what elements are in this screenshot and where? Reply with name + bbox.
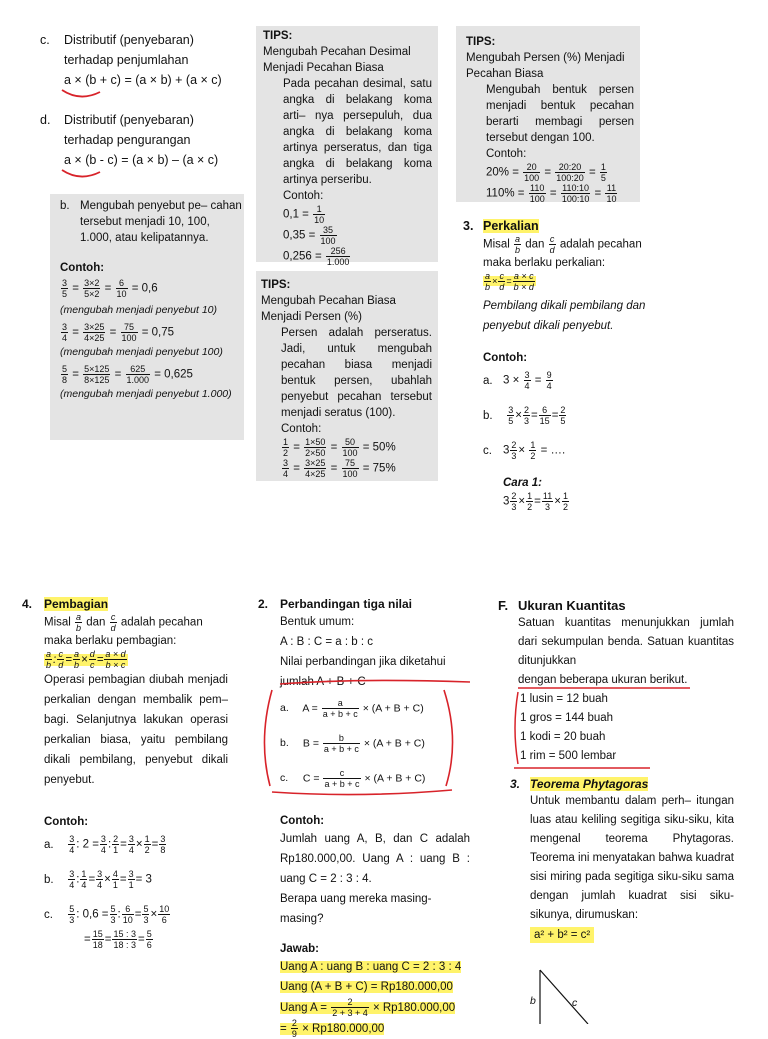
formula-row: b. B = $\frac{b}{a + b + c}$ × (A + B + C): [280, 733, 425, 754]
example-row: $\frac{5}{8}$ = $\frac{5\times 125}{8\times 125}$ = $\frac{625}{1.000}$ = 0,625: [62, 364, 193, 385]
text-line: jumlah A + B + C: [280, 676, 366, 688]
result: = 0,6: [131, 282, 158, 295]
rule-note: Pembilang dikali pembilang dan penyebut dikali penyebut.: [483, 300, 646, 332]
formula-lhs: C =: [302, 772, 320, 785]
section-number: F.: [498, 598, 509, 613]
example-row: c. $\frac{5}{3}$ : 0,6 = $\frac{5}{3}$ : $\frac{6}{10}$ = $\frac{5}{3}$ × $\frac{10}{6}$: [44, 904, 170, 925]
side-label-c: c: [572, 997, 578, 1009]
item-label: a.: [483, 374, 493, 387]
contoh-heading: Contoh:: [483, 352, 528, 364]
result: = 50%: [362, 441, 396, 454]
formula-lhs: B =: [302, 737, 319, 750]
section-body: Untuk membantu dalam perh– itungan luas atau keliling segitiga siku-siku, kita mengenal teorema Phytagoras. Teorema ini menyatakan bahwa kuadrat sisi miring pada segitiga siku-siku sama dengan jumlah kuadrat sisi siku-sikunya, dirumuskan:: [530, 795, 734, 921]
formula-lhs: A =: [302, 702, 318, 715]
answer-line: Uang A = $\frac{2}{2 + 3 + 4}$ × Rp180.000,00: [280, 997, 456, 1018]
tips-title: TIPS:: [466, 36, 496, 48]
section-title: Pembagian: [44, 597, 109, 611]
pythagoras-section: [510, 776, 734, 943]
intro-line: maka berlaku pembagian:: [44, 635, 177, 647]
rule-formula: $\frac{a}{b}$ : $\frac{c}{d}$ = $\frac{a}{b}$ × $\frac{d}{c}$ = $\frac{a \times d}{b \times c}$: [46, 649, 126, 670]
item-label: b.: [483, 409, 493, 422]
item-label: c.: [40, 33, 50, 47]
answer-line: = $\frac{2}{9}$ × Rp180.000,00: [280, 1018, 385, 1039]
example-row: a. 3 × $\frac{3}{4}$ = $\frac{9}{4}$: [483, 370, 552, 391]
example-note: (mengubah menjadi penyebut 10): [60, 304, 218, 316]
item-title: Distributif (penyebaran): [64, 113, 194, 127]
example-lhs: 110% =: [486, 187, 525, 200]
decimal-conversion-box: [50, 194, 244, 440]
section-number: 4.: [22, 597, 33, 611]
item-label: c.: [483, 444, 492, 457]
item-label: c.: [44, 908, 53, 921]
cara-heading: Cara 1:: [503, 477, 542, 489]
text: dan: [86, 616, 106, 629]
result: = 0,625: [154, 368, 193, 381]
example-row: 0,256 = $\frac{256}{1.000}$: [283, 246, 350, 267]
ratio-formula: A : B : C = a : b : c: [280, 636, 373, 648]
formula-row: a. A = $\frac{a}{a + b + c}$ × (A + B + C): [280, 698, 424, 719]
tips-title: TIPS:: [261, 279, 291, 291]
example-note: (mengubah menjadi penyebut 1.000): [60, 388, 232, 400]
formula-rhs: × (A + B + C): [364, 772, 426, 785]
example-row: 0,35 = $\frac{35}{100}$: [283, 225, 336, 246]
rule-formula: $\frac{a}{b}$ × $\frac{c}{d}$ = $\frac{a \times c}{b \times d}$: [485, 271, 534, 292]
example-row: 110% = $\frac{110}{100}$ = $\frac{110:10}{100:10}$ = $\frac{11}{10}$: [486, 183, 617, 204]
example-lhs: 0,256 =: [283, 250, 322, 263]
problem-question: Berapa uang mereka masing-masing?: [280, 893, 432, 925]
section-number: 3.: [510, 777, 521, 791]
contoh-heading: Contoh:: [281, 423, 322, 435]
item-label: a.: [44, 838, 54, 851]
formula: a² + b² = c²: [530, 927, 594, 943]
tips-fraction-percent-box: [256, 271, 438, 481]
example-row: c. 3 $\frac{2}{3}$ × $\frac{1}{2}$ = ….: [483, 440, 566, 461]
item-label: b.: [280, 737, 289, 750]
tips-decimal-box: [256, 26, 438, 267]
answer-text: × Rp180.000,00: [372, 1001, 456, 1014]
example-row: 0,1 = $\frac{1}{10}$: [283, 204, 325, 225]
tips-body: Mengubah bentuk persen menjadi bentuk pecahan berarti membagi persen tersebut dengan 100.: [486, 84, 634, 144]
item-title: Distributif (penyebaran): [64, 33, 194, 47]
example-lhs: 0,1 =: [283, 208, 309, 221]
tips-subtitle: Mengubah Pecahan Biasa Menjadi Persen (%): [261, 295, 396, 323]
example-row: b. $\frac{3}{4}$ : $\frac{1}{4}$ = $\frac{3}{4}$ × $\frac{4}{1}$ = $\frac{3}{1}$ = 3: [44, 869, 152, 890]
perkalian-section: [463, 218, 681, 512]
answer-text: Uang A : uang B : uang C = 2 : 3 : 4: [280, 961, 462, 973]
item-subtitle: terhadap penjumlahan: [64, 53, 189, 67]
example-lhs: 0,35 =: [283, 229, 316, 242]
right-triangle-figure: [528, 968, 608, 1024]
contoh-heading: Contoh:: [44, 816, 89, 828]
perbandingan-section: [258, 596, 470, 1039]
section-title: Teorema Phytagoras: [530, 777, 649, 791]
formula-line: [510, 927, 734, 943]
answer-text: Uang (A + B + C) = Rp180.000,00: [280, 981, 453, 993]
section-title: Perkalian: [483, 219, 539, 233]
formula-rhs: × (A + B + C): [362, 702, 424, 715]
text: adalah pecahan: [120, 616, 203, 629]
text: = ….: [540, 444, 566, 457]
example-row: $\frac{3}{4}$ = $\frac{3\times 25}{4\times 25}$ = $\frac{75}{100}$ = 75%: [283, 458, 396, 479]
tips-title: TIPS:: [263, 30, 293, 42]
example-note: (mengubah menjadi penyebut 100): [60, 346, 223, 358]
example-lhs: 20% =: [486, 166, 519, 179]
example-row: b. $\frac{3}{5}$ × $\frac{2}{3}$ = $\frac{6}{15}$ = $\frac{2}{5}$: [483, 405, 566, 426]
text-line: Bentuk umum:: [280, 616, 355, 628]
example-row: $\frac{3}{5}$ = $\frac{3\times 2}{5\times 2}$ = $\frac{6}{10}$ = 0,6: [62, 278, 158, 299]
intro-line: Misal $\frac{a}{b}$ dan $\frac{c}{d}$ adalah pecahan: [44, 612, 203, 633]
pembagian-section: [22, 596, 228, 950]
item-label: b.: [60, 200, 70, 212]
pen-underline-arc: [62, 90, 100, 97]
item-label: d.: [40, 113, 51, 127]
text-line: Nilai perbandingan jika diketahui: [280, 656, 446, 668]
intro-line: maka berlaku perkalian:: [483, 257, 606, 269]
ukuran-section: [498, 598, 734, 766]
formula: a × (b + c) = (a × b) + (a × c): [64, 73, 222, 87]
example-row: 3 $\frac{2}{3}$ × $\frac{1}{2}$ = $\frac{11}{3}$ × $\frac{1}{2}$: [503, 491, 568, 512]
text: adalah pecahan: [559, 238, 642, 251]
result: = 0,75: [141, 326, 175, 339]
item-subtitle: terhadap pengurangan: [64, 133, 191, 147]
example-row: $\frac{3}{4}$ = $\frac{3\times 25}{4\times 25}$ = $\frac{75}{100}$ = 0,75: [62, 322, 175, 343]
text: Misal: [483, 238, 510, 251]
pen-underline-arc: [62, 170, 100, 177]
item-label: c.: [280, 772, 289, 785]
unit-item: 1 kodi = 20 buah: [520, 731, 606, 743]
distributif-penjumlahan: [40, 30, 250, 90]
example-row: $\frac{1}{2}$ = $\frac{1\times 50}{2\times 50}$ = $\frac{50}{100}$ = 50%: [283, 437, 396, 458]
contoh-heading: Contoh:: [60, 262, 105, 274]
jawab-heading: Jawab:: [280, 943, 319, 955]
units-list: [498, 690, 734, 766]
tips-subtitle: Mengubah Pecahan Desimal Menjadi Pecahan Biasa: [263, 46, 411, 74]
intro-line: Misal $\frac{a}{b}$ dan $\frac{c}{d}$ adalah pecahan: [483, 234, 642, 255]
example-row: a. $\frac{3}{4}$ : 2 = $\frac{3}{4}$ : $\frac{2}{1}$ = $\frac{3}{4}$ × $\frac{1}{2}$ = $\frac{3}{8}$: [44, 834, 166, 855]
tips-body: Pada pecahan desimal, satu angka di belakang koma arti– nya persepuluh, dua angka di belakang koma artinya perseratus, dan tiga angka di belakang koma artinya perseribu.: [283, 78, 432, 186]
tips-body: Persen adalah perseratus. Jadi, untuk mengubah pecahan biasa menjadi bentuk persen, ubahlah penyebut pecahan tersebut menjadi seratus (100).: [281, 327, 432, 419]
contoh-heading: Contoh:: [283, 190, 324, 202]
text: Misal: [44, 616, 71, 629]
section-number: 3.: [463, 219, 474, 233]
side-label-b: b: [530, 995, 536, 1007]
section-body: dengan beberapa ukuran berikut.: [518, 674, 688, 686]
tips-subtitle: Mengubah Persen (%) Menjadi Pecahan Biasa: [466, 52, 625, 80]
unit-item: 1 gros = 144 buah: [520, 712, 614, 724]
answer-text: Uang A =: [280, 1001, 327, 1014]
answer-line: [258, 957, 470, 977]
item-label: a.: [280, 702, 289, 715]
answer-line: [258, 977, 470, 997]
text: dan: [525, 238, 545, 251]
example-row: 20% = $\frac{20}{100}$ = $\frac{20:20}{100:20}$ = $\frac{1}{5}$: [486, 162, 606, 183]
formula: a × (b - c) = (a × b) – (a × c): [64, 153, 219, 167]
example-row: = $\frac{15}{18}$ = $\frac{15 : 3}{18 : 3}$ = $\frac{5}{6}$: [84, 929, 152, 950]
item-label: b.: [44, 873, 54, 886]
unit-item: 1 lusin = 12 buah: [520, 693, 608, 705]
contoh-heading: Contoh:: [486, 148, 527, 160]
contoh-heading: Contoh:: [280, 815, 325, 827]
problem-text: Jumlah uang A, B, dan C adalah Rp180.000,00. Uang A : uang B : uang C = 2 : 3 : 4.: [280, 833, 470, 885]
section-body: Operasi pembagian diubah menjadi perkalian dengan membalik pem– bagi. Selanjutnya lakukan operasi perkalian biasa, yaitu pembilang dikali pembilang, penyebut dikali penyebut.: [44, 674, 228, 786]
section-body: Satuan kuantitas menunjukkan jumlah dari sekumpulan benda. Satuan kuantitas ditunjukkan: [518, 617, 734, 667]
formula-rhs: × (A + B + C): [363, 737, 425, 750]
tips-percent-box: [456, 26, 640, 202]
section-number: 2.: [258, 597, 269, 611]
result: = 75%: [362, 462, 396, 475]
item-text: Mengubah penyebut pe– cahan tersebut menjadi 10, 100, 1.000, atau kelipatannya.: [80, 200, 242, 244]
formula-row: c. C = $\frac{c}{a + b + c}$ × (A + B + C): [280, 768, 426, 789]
distributif-pengurangan: [40, 110, 250, 170]
section-title: Ukuran Kuantitas: [518, 598, 626, 613]
answer-text: × Rp180.000,00: [302, 1022, 385, 1035]
section-title: Perbandingan tiga nilai: [280, 597, 413, 611]
unit-item: 1 rim = 500 lembar: [520, 750, 617, 762]
